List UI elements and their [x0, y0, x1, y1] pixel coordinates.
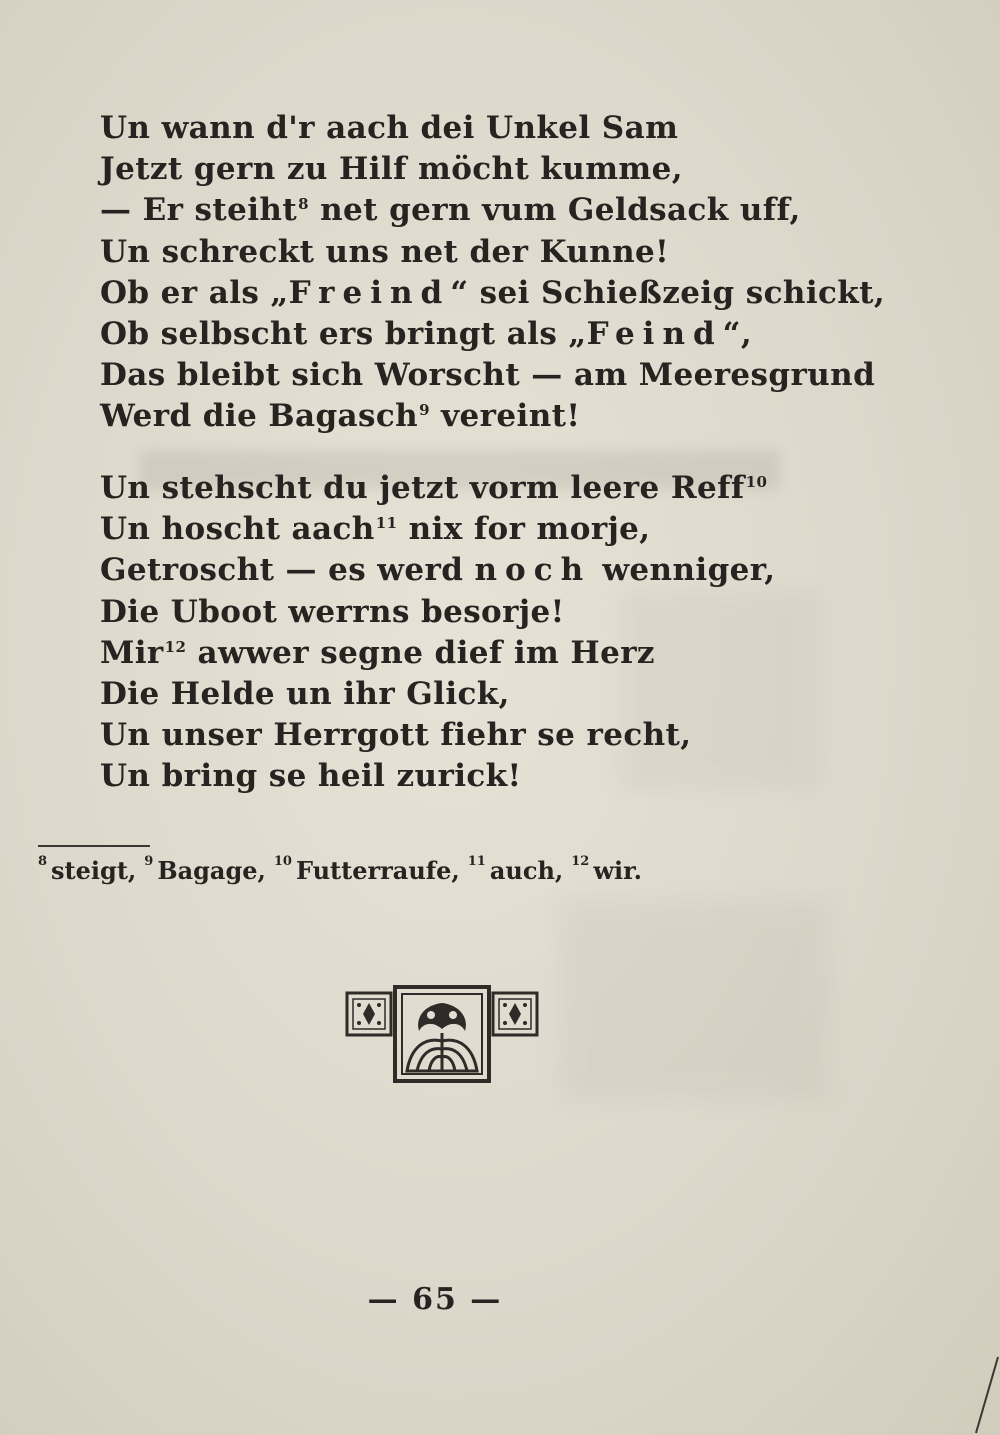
line-text: Un wann d'r aach dei Unkel Sam: [100, 110, 679, 146]
poem-line: [100, 674, 840, 715]
footnote-rule: [38, 845, 150, 847]
line-text: — Er steiht: [100, 192, 298, 229]
line-text: Mir: [100, 634, 164, 671]
poem-stanza-1: [100, 108, 886, 438]
poem-line: [100, 509, 840, 550]
spaced-emphasis: noch: [474, 552, 592, 589]
footnote-item: [468, 856, 564, 885]
poem-line: [100, 273, 886, 314]
footnote-marker: 8: [298, 195, 309, 214]
footnote-marker: 12: [164, 637, 187, 656]
line-text: awwer segne dief im Herz: [186, 634, 655, 671]
poem-line: [100, 715, 840, 756]
poem-line: [100, 592, 840, 633]
line-text: Getroscht — es werd: [100, 552, 475, 589]
footnote-text: Bagage,: [157, 856, 266, 885]
line-text: “,: [722, 315, 753, 352]
poem-line: [100, 149, 840, 190]
line-text: Un schreckt uns net der Kunne!: [100, 233, 670, 270]
footnote-text: Futterraufe,: [295, 856, 460, 885]
poem-line: [100, 232, 840, 273]
footnote-item: [571, 856, 642, 885]
footnote-text: steigt,: [51, 856, 137, 885]
line-text: Das bleibt sich Worscht — am Meeresgrund: [100, 357, 876, 394]
footnote-item: [274, 856, 460, 885]
poem-line: [100, 314, 840, 355]
line-text: Ob selbscht ers bringt als „: [100, 315, 587, 352]
art-nouveau-vignette-icon: [345, 985, 545, 1085]
spaced-emphasis: Feind: [586, 315, 723, 352]
page-corner-fold: [960, 1355, 1000, 1435]
poem-line: [100, 355, 876, 396]
footnote-item: [144, 856, 266, 885]
footnote-marker: 11: [375, 514, 398, 533]
footnote-marker: 10: [745, 473, 768, 491]
line-text: Werd die Bagasch: [100, 398, 419, 435]
spaced-emphasis: Freind: [288, 274, 451, 311]
footnote-number: 11: [467, 854, 486, 869]
bleed-through-shadow: [560, 900, 830, 1100]
line-text: Un hoscht aach: [100, 511, 375, 548]
footnote-number: 12: [571, 854, 590, 869]
poem-stanza-2: [100, 468, 840, 798]
poem-line: [100, 108, 840, 149]
line-text: net gern vum Geldsack uff,: [308, 192, 801, 229]
footnote-text: auch,: [489, 856, 564, 885]
poem-line: [100, 756, 840, 797]
line-text: Jetzt gern zu Hilf möcht kumme,: [100, 151, 683, 188]
line-text: nix for morje,: [397, 511, 651, 548]
line-text: Die Uboot werrns besorje!: [100, 593, 565, 630]
line-text: Ob er als „: [100, 274, 289, 311]
footnote-text: wir.: [593, 856, 642, 885]
footnote-number: 9: [144, 854, 154, 869]
poem-line: [100, 396, 840, 437]
poem-line: [100, 468, 840, 509]
footnotes: [38, 856, 650, 885]
footnote-number: 8: [38, 854, 48, 869]
poem-line: [100, 190, 840, 231]
line-text: Un bring se heil zurick!: [100, 758, 522, 795]
footnote-item: [38, 856, 136, 885]
footnote-number: 10: [273, 854, 292, 869]
line-text: Un unser Herrgott fiehr se recht,: [100, 717, 692, 754]
page-number: — 65 —: [367, 1282, 503, 1317]
line-text: wenniger,: [591, 552, 776, 589]
line-text: “ sei Schießzeig schickt,: [450, 274, 886, 311]
poem-line: [100, 550, 840, 591]
footnote-marker: 9: [419, 401, 430, 420]
poem-line: [100, 633, 840, 674]
line-text: vereint!: [429, 398, 581, 435]
line-text: Un stehscht du jetzt vorm leere Reff: [100, 470, 745, 506]
line-text: Die Helde un ihr Glick,: [100, 675, 510, 712]
